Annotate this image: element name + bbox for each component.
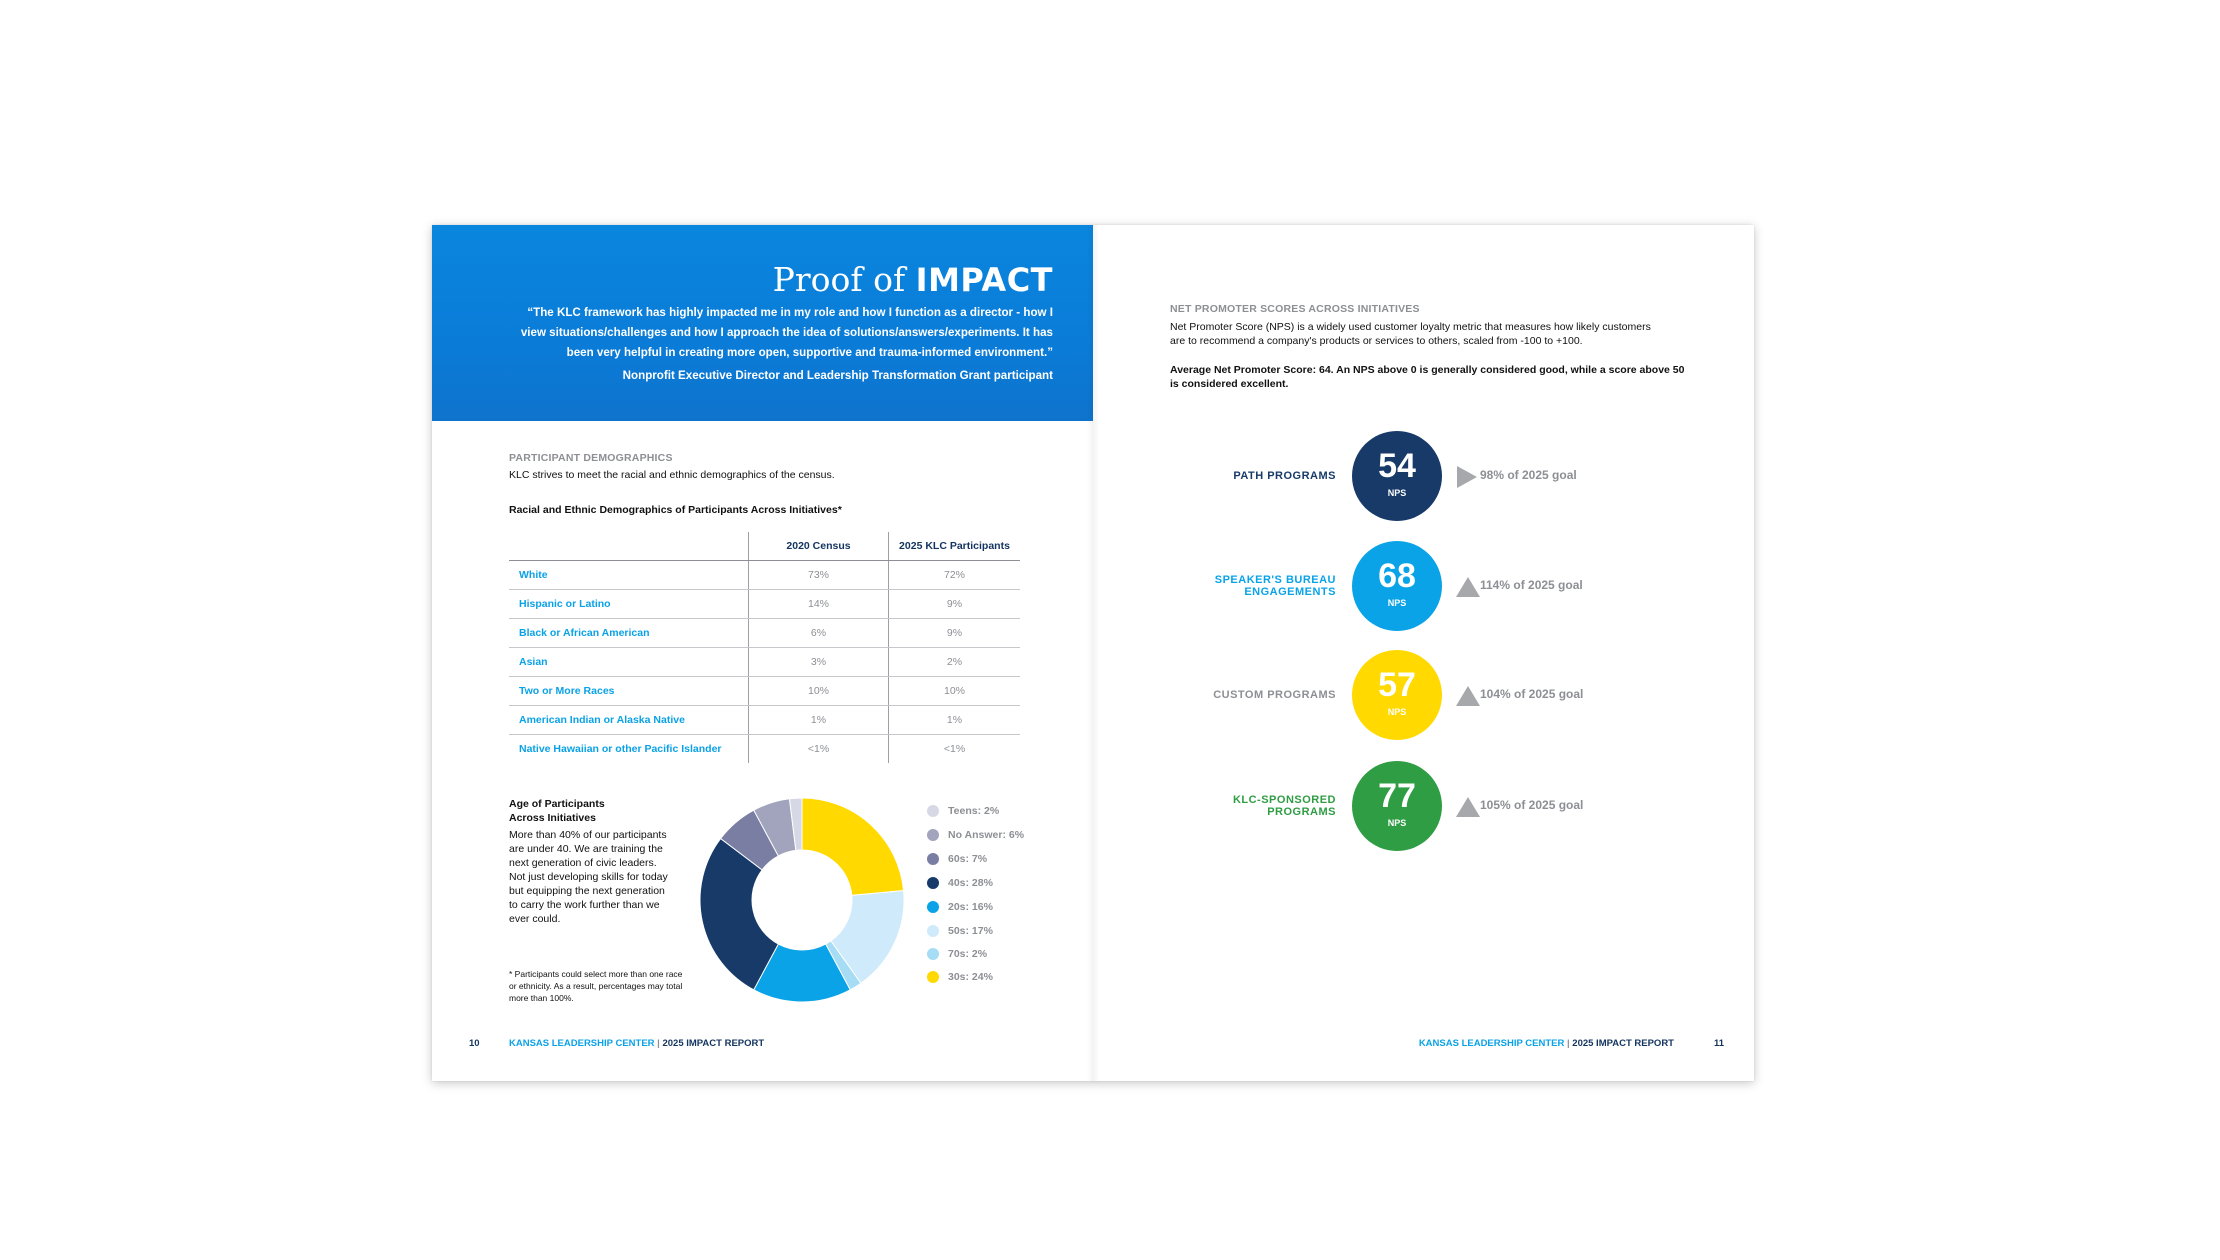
age-description-line: next generation of civic leaders. <box>509 857 657 869</box>
footer-report: 2025 IMPACT REPORT <box>1572 1038 1674 1049</box>
table-row <box>509 677 1020 706</box>
table-header-census: 2020 Census <box>749 532 889 561</box>
nps-score-circle <box>1352 431 1442 521</box>
trend-right-arrow-icon <box>1457 466 1477 488</box>
table-row <box>509 735 1020 764</box>
legend-label: Teens: 2% <box>948 805 1000 817</box>
nps-goal: 105% of 2025 goal <box>1480 798 1584 812</box>
demographics-intro: KLC strives to meet the racial and ethnic demographics of the census. <box>509 469 835 481</box>
table-row <box>509 561 1020 590</box>
row-census-value: 10% <box>749 677 889 706</box>
nps-label <box>1136 761 1336 851</box>
legend-swatch <box>927 805 939 817</box>
age-description-line: More than 40% of our participants <box>509 829 667 841</box>
nps-label <box>1136 541 1336 631</box>
footnote <box>509 968 682 1004</box>
nps-intro-line: Net Promoter Score (NPS) is a widely used customer loyalty metric that measures how likely customers <box>1170 321 1651 333</box>
row-name: Two or More Races <box>509 677 749 706</box>
row-census-value: 73% <box>749 561 889 590</box>
nps-average-line: Average Net Promoter Score: 64. An NPS above 0 is generally considered good, while a score above 50 <box>1170 364 1685 376</box>
row-census-value: 1% <box>749 706 889 735</box>
row-census-value: 14% <box>749 590 889 619</box>
hero-quote-line: view situations/challenges and how I approach the idea of solutions/answers/experiments. It has <box>520 326 1053 339</box>
legend-label: 50s: 17% <box>948 925 993 937</box>
table-row <box>509 648 1020 677</box>
age-description <box>509 828 668 926</box>
legend-label: 40s: 28% <box>948 877 993 889</box>
footer-report: 2025 IMPACT REPORT <box>662 1038 765 1049</box>
row-name: Black or African American <box>509 619 749 648</box>
nps-score-circle <box>1352 650 1442 740</box>
legend-label: 70s: 2% <box>948 948 988 960</box>
left-footer <box>509 1038 764 1049</box>
left-page <box>432 225 1093 1081</box>
hero-quote-line: been very helpful in creating more open, supportive and trauma-informed environment.” <box>566 346 1053 359</box>
trend-up-arrow-icon <box>1456 797 1480 817</box>
nps-goal: 114% of 2025 goal <box>1480 578 1583 592</box>
nps-row-klc-sponsored <box>1093 761 1754 851</box>
legend-swatch <box>927 829 939 841</box>
trend-up-arrow-icon <box>1456 686 1480 706</box>
row-klc-value: 2% <box>889 648 1021 677</box>
demographics-section-label: PARTICIPANT DEMOGRAPHICS <box>509 452 673 464</box>
nps-average-line: is considered excellent. <box>1170 378 1289 390</box>
row-name: American Indian or Alaska Native <box>509 706 749 735</box>
legend-label: 60s: 7% <box>948 853 988 865</box>
age-description-line: to carry the work further than we <box>509 899 660 911</box>
hero-quote <box>472 303 1053 363</box>
row-klc-value: 10% <box>889 677 1021 706</box>
table-header-empty <box>509 532 749 561</box>
left-page-number: 10 <box>469 1038 480 1049</box>
nps-intro-line: are to recommend a company's products or services to others, scaled from -100 to +100. <box>1170 335 1583 347</box>
trend-up-arrow-icon <box>1456 577 1480 597</box>
legend-label: No Answer: 6% <box>948 829 1025 841</box>
row-name: Asian <box>509 648 749 677</box>
age-description-line: but equipping the next generation <box>509 885 665 897</box>
footer-separator: | <box>657 1038 660 1049</box>
table-header-row <box>509 532 1020 561</box>
donut-slice-30s <box>802 798 904 895</box>
legend-swatch <box>927 948 939 960</box>
row-klc-value: 1% <box>889 706 1021 735</box>
legend-swatch <box>927 925 939 937</box>
table-row <box>509 706 1020 735</box>
right-page-number: 11 <box>1714 1038 1725 1049</box>
age-donut-chart <box>698 796 906 1004</box>
age-title-line: Across Initiatives <box>509 812 596 824</box>
legend-swatch <box>927 877 939 889</box>
row-name: White <box>509 561 749 590</box>
footnote-line: * Participants could select more than one race <box>509 969 683 979</box>
right-page <box>1093 225 1754 1081</box>
report-spread <box>432 225 1754 1081</box>
nps-label-line: PATH PROGRAMS <box>1233 470 1336 482</box>
nps-intro <box>1170 320 1651 348</box>
nps-label-line: SPEAKER'S BUREAU <box>1214 574 1336 586</box>
nps-unit: NPS <box>1387 707 1407 717</box>
row-klc-value: 9% <box>889 590 1021 619</box>
footnote-line: or ethnicity. As a result, percentages may total <box>509 981 683 991</box>
nps-unit: NPS <box>1387 488 1407 498</box>
nps-score-circle <box>1352 761 1442 851</box>
nps-score-circle <box>1352 541 1442 631</box>
row-klc-value: 9% <box>889 619 1021 648</box>
row-klc-value: <1% <box>889 735 1021 764</box>
legend-swatch <box>927 853 939 865</box>
nps-section-label: NET PROMOTER SCORES ACROSS INITIATIVES <box>1170 303 1420 315</box>
nps-average <box>1170 363 1685 391</box>
hero-banner <box>432 225 1093 421</box>
row-census-value: <1% <box>749 735 889 764</box>
hero-title-bold: IMPACT <box>915 261 1053 299</box>
nps-unit: NPS <box>1387 598 1407 608</box>
demographics-table-title: Racial and Ethnic Demographics of Participants Across Initiatives* <box>509 504 842 516</box>
legend-label: 30s: 24% <box>948 971 993 983</box>
age-title <box>509 797 605 825</box>
nps-score-value: 57 <box>1378 666 1416 704</box>
row-name: Hispanic or Latino <box>509 590 749 619</box>
row-census-value: 6% <box>749 619 889 648</box>
nps-score-value: 68 <box>1378 557 1416 595</box>
nps-label-line: PROGRAMS <box>1267 806 1336 818</box>
hero-attribution: Nonprofit Executive Director and Leadership Transformation Grant participant <box>622 369 1053 382</box>
legend-label: 20s: 16% <box>948 901 993 913</box>
age-description-line: are under 40. We are training the <box>509 843 663 855</box>
age-description-line: ever could. <box>509 913 561 925</box>
nps-unit: NPS <box>1387 818 1407 828</box>
nps-label <box>1136 650 1336 740</box>
hero-quote-line: “The KLC framework has highly impacted me in my role and how I function as a director - how I <box>527 306 1053 319</box>
nps-label-line: ENGAGEMENTS <box>1244 586 1336 598</box>
hero-title-light: Proof of <box>772 260 916 299</box>
nps-label-line: KLC-SPONSORED <box>1232 794 1336 806</box>
footnote-line: more than 100%. <box>509 993 574 1003</box>
nps-row-speakers-bureau <box>1093 541 1754 631</box>
footer-org: KANSAS LEADERSHIP CENTER <box>509 1038 655 1049</box>
legend-swatch <box>927 901 939 913</box>
hero-title <box>472 261 1053 299</box>
right-footer <box>1419 1038 1674 1049</box>
legend-swatch <box>927 971 939 983</box>
footer-org: KANSAS LEADERSHIP CENTER <box>1418 1038 1565 1049</box>
row-census-value: 3% <box>749 648 889 677</box>
age-title-line: Age of Participants <box>509 798 605 810</box>
age-description-line: Not just developing skills for today <box>509 871 668 883</box>
demographics-table <box>509 532 1020 763</box>
nps-label <box>1136 431 1336 521</box>
nps-label-line: CUSTOM PROGRAMS <box>1213 689 1336 701</box>
nps-goal: 104% of 2025 goal <box>1480 687 1584 701</box>
table-header-klc: 2025 KLC Participants <box>889 532 1021 561</box>
nps-row-path-programs <box>1093 431 1754 521</box>
table-row <box>509 590 1020 619</box>
nps-row-custom-programs <box>1093 650 1754 740</box>
row-klc-value: 72% <box>889 561 1021 590</box>
row-name: Native Hawaiian or other Pacific Islander <box>519 743 722 755</box>
nps-score-value: 54 <box>1378 447 1416 485</box>
table-row <box>509 619 1020 648</box>
nps-goal: 98% of 2025 goal <box>1480 468 1577 482</box>
footer-separator: | <box>1566 1038 1570 1049</box>
nps-score-value: 77 <box>1378 777 1416 815</box>
